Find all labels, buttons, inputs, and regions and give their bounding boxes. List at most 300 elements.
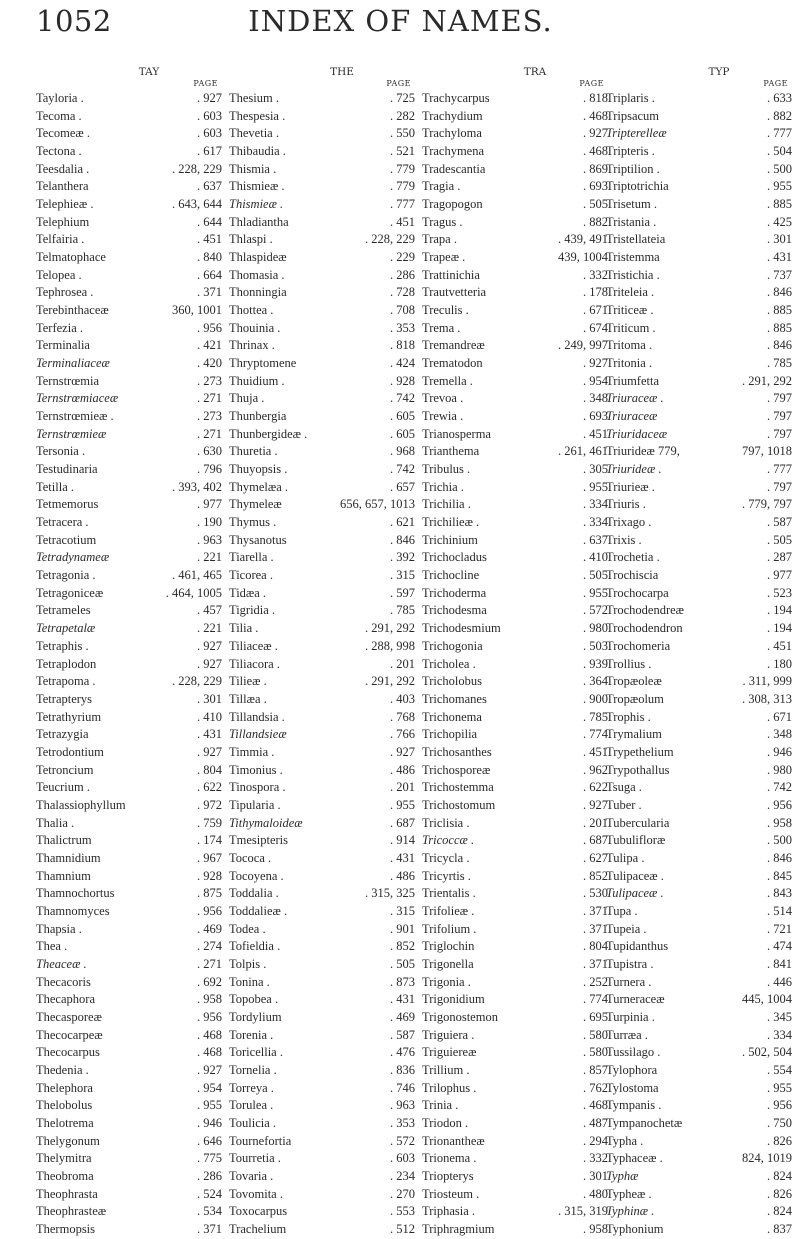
- entry-term: Telephium: [36, 214, 90, 229]
- entry-term: Trichocline: [422, 568, 480, 583]
- entry-term: Trapa .: [422, 232, 457, 247]
- index-entry: [36, 426, 222, 444]
- index-entry: [36, 1080, 222, 1098]
- entry-term: Triticum .: [606, 320, 656, 335]
- entry-page: . 958: [197, 992, 222, 1007]
- entry-term: Tricoccæ .: [422, 833, 475, 848]
- entry-term: Trapeæ .: [422, 250, 466, 265]
- entry-term: Trixis .: [606, 532, 642, 547]
- index-entry: [36, 214, 222, 232]
- index-entry: [36, 1203, 222, 1221]
- entry-term: Ternstrœmieæ .: [36, 409, 114, 424]
- index-entry: [36, 108, 222, 126]
- entry-page: . 968: [390, 444, 415, 459]
- index-column-4: [606, 66, 792, 1239]
- index-entry: [422, 1150, 608, 1168]
- entry-page: . 674: [583, 320, 608, 335]
- entry-page: . 301: [767, 232, 792, 247]
- index-entry: [606, 1009, 792, 1027]
- index-entry: [36, 373, 222, 391]
- index-entry: [606, 974, 792, 992]
- index-entry: [422, 656, 608, 674]
- entry-term: Tragus .: [422, 214, 463, 229]
- entry-page: . 371: [583, 956, 608, 971]
- entry-term: Triclisia .: [422, 815, 470, 830]
- entry-page: . 178: [583, 285, 608, 300]
- index-entry: [422, 355, 608, 373]
- entry-page: . 958: [767, 815, 792, 830]
- entry-term: Tiliacora .: [229, 656, 280, 671]
- index-entry: [422, 974, 608, 992]
- entry-page: . 315: [390, 903, 415, 918]
- index-entry: [36, 1221, 222, 1239]
- index-entry: [606, 832, 792, 850]
- entry-page: . 818: [583, 91, 608, 105]
- entry-term: Timmia .: [229, 744, 275, 759]
- entry-page: . 439, 491: [558, 232, 608, 247]
- entry-term: Trichodesma: [422, 603, 487, 618]
- entry-term: Trymalium: [606, 727, 662, 742]
- index-entry: [229, 585, 415, 603]
- index-entry: [606, 496, 792, 514]
- entry-term: Tayloria .: [36, 91, 84, 105]
- entry-term: Turpinia .: [606, 1009, 655, 1024]
- entry-term: Tetragoniceæ: [36, 585, 104, 600]
- index-entry: [36, 1150, 222, 1168]
- entry-page: . 955: [767, 1080, 792, 1095]
- entry-page: . 637: [197, 179, 222, 194]
- entry-page: . 955: [390, 797, 415, 812]
- entry-page: . 410: [197, 709, 222, 724]
- entry-page: . 824: [767, 1168, 792, 1183]
- index-entry: [422, 709, 608, 727]
- entry-term: Trichostomum: [422, 797, 496, 812]
- entry-page: . 504: [767, 144, 792, 159]
- page-title: INDEX OF NAMES.: [248, 4, 553, 38]
- entry-term: Toulicia .: [229, 1115, 277, 1130]
- entry-page: . 311, 999: [742, 674, 792, 689]
- index-entry: [36, 1027, 222, 1045]
- entry-term: Tillæa .: [229, 691, 267, 706]
- index-entry: [606, 196, 792, 214]
- entry-term: Tristichia .: [606, 267, 660, 282]
- entry-term: Tetraplodon: [36, 656, 97, 671]
- index-entry: [229, 762, 415, 780]
- index-entry: [36, 231, 222, 249]
- entry-page: 656, 657, 1013: [340, 497, 415, 512]
- entry-page: . 514: [767, 903, 792, 918]
- entry-term: Tricyrtis .: [422, 868, 471, 883]
- entry-page: . 742: [390, 462, 415, 477]
- entry-page: . 956: [197, 903, 222, 918]
- index-entry: [229, 1097, 415, 1115]
- index-entry: [36, 390, 222, 408]
- entry-term: Trianthema: [422, 444, 480, 459]
- index-entry: [422, 214, 608, 232]
- entry-page: . 446: [767, 974, 792, 989]
- entry-term: Trichodesmium: [422, 621, 501, 636]
- entry-term: Trisetum .: [606, 197, 657, 212]
- entry-page: . 693: [583, 179, 608, 194]
- entry-term: Tubercularia: [606, 815, 670, 830]
- index-entry: [422, 832, 608, 850]
- entry-term: Thomasia .: [229, 267, 285, 282]
- entry-page: . 796: [197, 462, 222, 477]
- entry-term: Triuraceæ: [606, 409, 658, 424]
- index-entry: [422, 602, 608, 620]
- entry-page: . 334: [767, 1027, 792, 1042]
- index-entry: [422, 744, 608, 762]
- index-entry: [422, 1203, 608, 1221]
- entry-page: . 797: [767, 426, 792, 441]
- entry-page: . 393, 402: [172, 479, 222, 494]
- entry-term: Tupidanthus: [606, 939, 669, 954]
- entry-page: . 194: [767, 603, 792, 618]
- entry-term: Tetmemorus: [36, 497, 99, 512]
- entry-page: . 469: [390, 1009, 415, 1024]
- index-entry: [422, 797, 608, 815]
- entry-page: . 857: [583, 1062, 608, 1077]
- index-entry: [606, 1115, 792, 1133]
- entry-page: . 348: [583, 391, 608, 406]
- entry-page: . 500: [767, 833, 792, 848]
- entry-term: Triurieæ .: [606, 479, 655, 494]
- entry-term: Tecoma .: [36, 108, 82, 123]
- index-entry: [229, 214, 415, 232]
- entry-term: Tragia .: [422, 179, 461, 194]
- entry-term: Tremandreæ: [422, 338, 485, 353]
- entry-page: . 927: [197, 656, 222, 671]
- index-entry: [422, 373, 608, 391]
- entry-page: . 291, 292: [365, 621, 415, 636]
- index-entry: [36, 267, 222, 285]
- index-entry: [36, 479, 222, 497]
- entry-term: Tubulifloræ: [606, 833, 666, 848]
- index-entry: [36, 673, 222, 691]
- entry-page: . 826: [767, 1133, 792, 1148]
- entry-term: Thapsia .: [36, 921, 82, 936]
- entry-page: . 286: [390, 267, 415, 282]
- index-entry: [36, 496, 222, 514]
- entry-list: [36, 90, 222, 1239]
- entry-term: Thermopsis: [36, 1222, 96, 1236]
- entry-page: . 826: [767, 1186, 792, 1201]
- index-entry: [229, 514, 415, 532]
- entry-term: Tornelia .: [229, 1062, 277, 1077]
- entry-page: . 750: [767, 1115, 792, 1130]
- entry-term: Turnera .: [606, 974, 652, 989]
- entry-term: Terminaliaceæ: [36, 356, 110, 371]
- entry-page: . 512: [390, 1222, 415, 1236]
- index-entry: [422, 1027, 608, 1045]
- index-entry: [606, 1186, 792, 1204]
- index-entry: [36, 602, 222, 620]
- entry-page: . 468: [197, 1027, 222, 1042]
- entry-page: . 759: [197, 815, 222, 830]
- entry-term: Trichocladus: [422, 550, 487, 565]
- entry-term: Thuidium .: [229, 373, 285, 388]
- entry-page: . 580: [583, 1045, 608, 1060]
- entry-term: Tocoyena .: [229, 868, 284, 883]
- index-entry: [422, 108, 608, 126]
- index-entry: [422, 161, 608, 179]
- entry-term: Triurideæ .: [606, 462, 662, 477]
- index-entry: [606, 549, 792, 567]
- index-entry: [606, 1080, 792, 1098]
- entry-term: Tmesipteris: [229, 833, 289, 848]
- entry-term: Typhinæ .: [606, 1204, 655, 1219]
- entry-term: Tetracotium: [36, 532, 97, 547]
- entry-page: . 643, 644: [172, 197, 222, 212]
- index-entry: [606, 691, 792, 709]
- index-entry: [229, 1027, 415, 1045]
- entry-term: Thymus .: [229, 515, 277, 530]
- index-entry: [422, 267, 608, 285]
- entry-term: Todea .: [229, 921, 266, 936]
- index-entry: [422, 762, 608, 780]
- entry-term: Trillium .: [422, 1062, 470, 1077]
- entry-term: Trinia .: [422, 1098, 459, 1113]
- entry-page: . 927: [197, 91, 222, 105]
- index-entry: [36, 1186, 222, 1204]
- index-entry: [229, 125, 415, 143]
- index-entry: [422, 549, 608, 567]
- index-entry: [606, 938, 792, 956]
- entry-page: . 431: [197, 727, 222, 742]
- entry-term: Tripteris .: [606, 144, 655, 159]
- entry-term: Teucrium .: [36, 780, 90, 795]
- entry-term: Tourretia .: [229, 1151, 281, 1166]
- index-entry: [229, 709, 415, 727]
- index-entry: [229, 408, 415, 426]
- index-entry: [229, 1168, 415, 1186]
- entry-page: . 664: [197, 267, 222, 282]
- index-entry: [229, 1150, 415, 1168]
- column-header: TRA: [523, 66, 547, 78]
- entry-term: Tropæolum: [606, 691, 664, 706]
- entry-term: Trichilia .: [422, 497, 471, 512]
- entry-page: . 371: [197, 1222, 222, 1236]
- entry-page: . 627: [583, 850, 608, 865]
- entry-term: Trifolium .: [422, 921, 477, 936]
- entry-term: Tillandsieæ: [229, 727, 287, 742]
- index-entry: [36, 797, 222, 815]
- entry-term: Tetrapoma .: [36, 674, 96, 689]
- index-entry: [229, 638, 415, 656]
- index-entry: [606, 267, 792, 285]
- entry-page: . 332: [583, 267, 608, 282]
- entry-term: Tragopogon: [422, 197, 483, 212]
- entry-page: . 334: [583, 515, 608, 530]
- entry-page: . 424: [390, 356, 415, 371]
- entry-page: . 885: [767, 320, 792, 335]
- entry-page: . 928: [197, 868, 222, 883]
- entry-term: Thea .: [36, 939, 68, 954]
- entry-term: Triticeæ .: [606, 303, 654, 318]
- entry-term: Tiarella .: [229, 550, 274, 565]
- entry-term: Telephieæ .: [36, 197, 94, 212]
- index-entry: [422, 1097, 608, 1115]
- entry-page: . 841: [767, 956, 792, 971]
- entry-term: Tritoma .: [606, 338, 653, 353]
- entry-list: [422, 90, 608, 1239]
- entry-page: . 785: [767, 356, 792, 371]
- index-entry: [36, 1168, 222, 1186]
- entry-term: Thelotrema: [36, 1115, 94, 1130]
- index-entry: [422, 638, 608, 656]
- index-entry: [606, 390, 792, 408]
- index-entry: [36, 302, 222, 320]
- index-entry: [422, 479, 608, 497]
- entry-page: . 742: [390, 391, 415, 406]
- entry-term: Trautvetteria: [422, 285, 487, 300]
- entry-page: . 345: [767, 1009, 792, 1024]
- index-entry: [229, 779, 415, 797]
- entry-term: Trichonema: [422, 709, 482, 724]
- entry-page: . 464, 1005: [165, 585, 222, 600]
- entry-term: Triuridaceæ: [606, 426, 668, 441]
- index-entry: [229, 850, 415, 868]
- entry-term: Tupa .: [606, 903, 638, 918]
- entry-page: . 221: [197, 621, 222, 636]
- entry-term: Thesium .: [229, 91, 279, 105]
- entry-page: . 958: [583, 1222, 608, 1236]
- entry-term: Theaceæ .: [36, 956, 87, 971]
- entry-page: . 587: [767, 515, 792, 530]
- entry-term: Triuraceæ .: [606, 391, 664, 406]
- entry-page: . 622: [197, 780, 222, 795]
- entry-term: Tilia .: [229, 621, 259, 636]
- entry-page: . 474: [767, 939, 792, 954]
- entry-term: Thecacoris: [36, 974, 91, 989]
- entry-term: Triphragmium: [422, 1222, 495, 1236]
- entry-page: . 451: [583, 426, 608, 441]
- entry-term: Tremella .: [422, 373, 473, 388]
- index-entry: [606, 231, 792, 249]
- index-entry: [36, 196, 222, 214]
- index-entry: [229, 974, 415, 992]
- index-entry: [606, 337, 792, 355]
- entry-page: . 774: [583, 727, 608, 742]
- entry-term: Thuja .: [229, 391, 265, 406]
- entry-term: Triptotrichia: [606, 179, 669, 194]
- entry-page: . 301: [197, 691, 222, 706]
- entry-term: Triurideæ 779,: [606, 444, 680, 459]
- entry-term: Triguiera .: [422, 1027, 475, 1042]
- index-entry: [606, 125, 792, 143]
- entry-term: Thryptomene: [229, 356, 297, 371]
- index-entry: [229, 691, 415, 709]
- entry-page: . 846: [767, 338, 792, 353]
- index-entry: [606, 744, 792, 762]
- entry-page: . 927: [583, 356, 608, 371]
- index-entry: [36, 956, 222, 974]
- entry-term: Thamnomyces: [36, 903, 110, 918]
- index-entry: [422, 726, 608, 744]
- entry-term: Thalassiophyllum: [36, 797, 126, 812]
- index-entry: [36, 638, 222, 656]
- index-entry: [36, 921, 222, 939]
- entry-page: . 728: [390, 285, 415, 300]
- entry-term: Thottea .: [229, 303, 274, 318]
- entry-page: . 174: [197, 833, 222, 848]
- entry-term: Timonius .: [229, 762, 283, 777]
- entry-term: Tilieæ .: [229, 674, 267, 689]
- entry-page: . 580: [583, 1027, 608, 1042]
- entry-page: . 348: [767, 727, 792, 742]
- entry-term: Tetrathyrium: [36, 709, 102, 724]
- index-entry: [606, 143, 792, 161]
- entry-term: Tovomita .: [229, 1186, 283, 1201]
- index-entry: [36, 567, 222, 585]
- entry-page: 445, 1004: [742, 992, 792, 1007]
- entry-term: Tigridia .: [229, 603, 276, 618]
- entry-term: Triguiereæ: [422, 1045, 477, 1060]
- index-entry: [606, 815, 792, 833]
- entry-page: . 480: [583, 1186, 608, 1201]
- index-entry: [422, 426, 608, 444]
- index-entry: [229, 426, 415, 444]
- entry-page: . 221: [197, 550, 222, 565]
- page-label: PAGE: [193, 79, 218, 88]
- index-entry: [422, 903, 608, 921]
- entry-page: . 927: [197, 744, 222, 759]
- entry-page: 797, 1018: [742, 444, 792, 459]
- entry-page: . 875: [197, 886, 222, 901]
- entry-page: . 554: [767, 1062, 792, 1077]
- index-entry: [606, 1044, 792, 1062]
- index-entry: [422, 1115, 608, 1133]
- entry-page: . 294: [583, 1133, 608, 1148]
- page-label: PAGE: [579, 79, 604, 88]
- entry-page: . 721: [767, 921, 792, 936]
- entry-term: Thrinax .: [229, 338, 275, 353]
- index-column-2: [229, 66, 415, 1239]
- entry-term: Thelobolus: [36, 1098, 93, 1113]
- entry-term: Thymeleæ: [229, 497, 282, 512]
- entry-term: Trichoderma: [422, 585, 487, 600]
- entry-term: Thonningia: [229, 285, 287, 300]
- index-entry: [229, 1115, 415, 1133]
- entry-page: . 523: [767, 585, 792, 600]
- entry-page: . 977: [197, 497, 222, 512]
- entry-term: Tinospora .: [229, 780, 286, 795]
- entry-page: . 621: [390, 515, 415, 530]
- entry-term: Triumfetta: [606, 373, 660, 388]
- entry-term: Tylostoma: [606, 1080, 659, 1095]
- entry-page: . 420: [197, 356, 222, 371]
- index-entry: [229, 1080, 415, 1098]
- index-entry: [606, 638, 792, 656]
- entry-term: Trochodendron: [606, 621, 683, 636]
- entry-page: . 503: [583, 638, 608, 653]
- index-entry: [36, 1062, 222, 1080]
- column-header: TYP: [708, 66, 730, 78]
- entry-page: . 777: [390, 197, 415, 212]
- index-entry: [422, 302, 608, 320]
- entry-term: Trionema .: [422, 1151, 477, 1166]
- entry-term: Typhæ: [606, 1168, 639, 1183]
- entry-term: Trichostemma: [422, 780, 494, 795]
- entry-page: . 270: [390, 1186, 415, 1201]
- entry-page: . 779: [390, 179, 415, 194]
- entry-term: Triopterys: [422, 1168, 474, 1183]
- index-entry: [422, 585, 608, 603]
- entry-term: Thecasporeæ: [36, 1009, 102, 1024]
- index-entry: [229, 1221, 415, 1239]
- entry-page: . 836: [390, 1062, 415, 1077]
- index-entry: [229, 267, 415, 285]
